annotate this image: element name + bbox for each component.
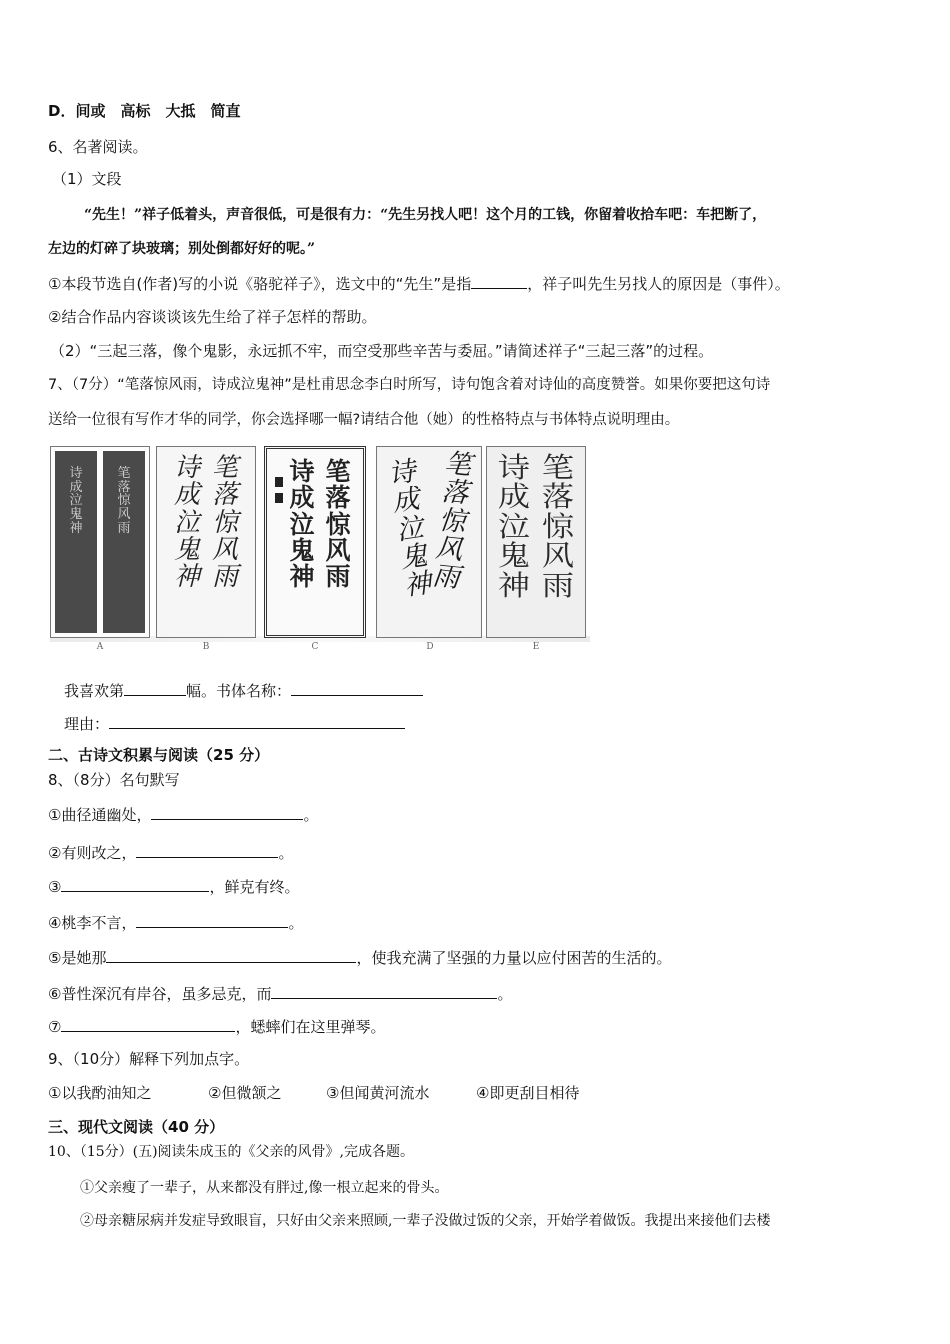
q8-item-text: ⑤是她那 bbox=[48, 949, 107, 967]
q7-answer-line bbox=[64, 680, 423, 701]
panel-d-right-text: 笔落惊风雨 bbox=[431, 447, 474, 595]
q8-item-text: 。 bbox=[288, 914, 304, 932]
q9-item: ②但微颔之 bbox=[208, 1084, 282, 1102]
q10-title: 10、（15分）(五)阅读朱成玉的《父亲的风骨》,完成各题。 bbox=[48, 1144, 415, 1160]
panel-e-right-text: 笔落惊风雨 bbox=[541, 451, 575, 602]
q8-item-text: ③ bbox=[48, 878, 62, 896]
q7-answer-text-a: 我喜欢第 bbox=[64, 682, 125, 700]
panel-b-label: B bbox=[202, 642, 210, 652]
q7-line1: 7、（7分）“笔落惊风雨，诗成泣鬼神”是杜甫思念李白时所写，诗句饱含着对诗仙的高度赞誉。如果你要把这句诗 bbox=[48, 377, 771, 393]
calligraphy-panel-b bbox=[156, 446, 256, 638]
q8-item-1 bbox=[48, 804, 318, 825]
q8-blank-4[interactable] bbox=[136, 912, 288, 928]
panel-c-label: C bbox=[311, 642, 319, 652]
option-d-label: D． bbox=[48, 102, 76, 120]
q8-item-7 bbox=[48, 1016, 385, 1037]
q8-item-text: ⑥普性深沉有岸谷，虽多忌克，而 bbox=[48, 985, 272, 1003]
panel-a-left-text: 诗成泣鬼神 bbox=[69, 466, 83, 536]
reason-blank[interactable] bbox=[109, 713, 405, 729]
q8-blank-5[interactable] bbox=[106, 947, 356, 963]
panel-choice-blank[interactable] bbox=[124, 680, 186, 696]
q10-paragraph-2: ②母亲糖尿病并发症导致眼盲，只好由父亲来照顾,一辈子没做过饭的父亲，开始学着做饭。我提出来接他们去楼 bbox=[80, 1213, 771, 1229]
q9-title: 9、（10分）解释下列加点字。 bbox=[48, 1050, 250, 1068]
q8-item-text: ⑦ bbox=[48, 1018, 62, 1036]
section2-title: 二、古诗文积累与阅读（25 分） bbox=[48, 746, 270, 764]
q7-line2: 送给一位很有写作才华的同学，你会选择哪一幅?请结合他（她）的性格特点与书体特点说明理由。 bbox=[48, 412, 680, 428]
q7-reason-label: 理由： bbox=[64, 715, 110, 733]
q8-title: 8、（8分）名句默写 bbox=[48, 771, 180, 789]
calligraphy-panel-e bbox=[486, 446, 586, 638]
q7-answer-text-b: 幅。书体名称： bbox=[186, 682, 292, 700]
panel-b-left-text: 诗成泣鬼神 bbox=[173, 453, 200, 593]
panel-e-label: E bbox=[532, 642, 540, 652]
q8-item-text: ，蟋蟀们在这里弹琴。 bbox=[235, 1018, 386, 1036]
panel-a-right-text: 笔落惊风雨 bbox=[117, 466, 131, 536]
q9-items bbox=[48, 1083, 579, 1103]
panel-b-right-text: 笔落惊风雨 bbox=[211, 453, 238, 593]
q8-item-6 bbox=[48, 983, 512, 1004]
q8-blank-6[interactable] bbox=[271, 983, 497, 999]
q10-paragraph-1: ①父亲瘦了一辈子，从来都没有胖过,像一根立起来的骨头。 bbox=[80, 1180, 449, 1196]
q6-part2: （2）“三起三落，像个鬼影，永远抓不牢，而空受那些辛苦与委屈。”请简述祥子“三起三落”的过程。 bbox=[50, 342, 714, 360]
panel-d-left-text: 诗成泣鬼神 bbox=[386, 455, 434, 603]
q7-reason-line bbox=[64, 713, 405, 734]
q8-item-text: 。 bbox=[278, 844, 294, 862]
calligraphy-panel-a bbox=[50, 446, 150, 638]
q8-item-3 bbox=[48, 876, 299, 897]
panel-c-left-text: 诗成泣鬼神 bbox=[289, 457, 315, 591]
option-d-words: 间或 高标 大抵 简直 bbox=[75, 102, 241, 120]
q6-passage-line1: “先生！”祥子低着头，声音很低，可是很有力：“先生另找人吧！这个月的工钱，你留着收拾车吧：车把断了， bbox=[84, 207, 767, 223]
calligraphy-panel-c bbox=[264, 446, 366, 638]
panel-c-right-text: 笔落惊风雨 bbox=[325, 457, 351, 591]
q9-item: ①以我酌油知之 bbox=[48, 1084, 152, 1102]
q8-blank-2[interactable] bbox=[136, 842, 278, 858]
panel-d-label: D bbox=[426, 642, 434, 652]
q8-item-4 bbox=[48, 912, 303, 933]
q9-item: ④即更刮目相待 bbox=[476, 1084, 580, 1102]
q8-blank-7[interactable] bbox=[61, 1016, 235, 1032]
q8-item-text: ，使我充满了坚强的力量以应付困苦的生活的。 bbox=[356, 949, 672, 967]
calligraphy-gallery bbox=[50, 442, 590, 660]
q8-item-text: ①曲径通幽处， bbox=[48, 806, 152, 824]
q6-question1-blank[interactable] bbox=[471, 273, 527, 289]
q6-passage-line2: 左边的灯碎了块玻璃；别处倒都好好的呢。” bbox=[48, 241, 316, 257]
q6-part1-title: （1）文段 bbox=[52, 170, 122, 188]
seal-mark bbox=[275, 493, 283, 503]
q6-question1 bbox=[48, 273, 790, 294]
q6-question2: ②结合作品内容谈谈该先生给了祥子怎样的帮助。 bbox=[48, 308, 377, 326]
q8-item-2 bbox=[48, 842, 293, 863]
calligraphy-panel-d bbox=[376, 446, 482, 638]
seal-mark bbox=[275, 477, 283, 487]
q6-question1-text-a: ①本段节选自(作者)写的小说《骆驼祥子》，选文中的“先生”是指 bbox=[48, 275, 472, 293]
q8-blank-3[interactable] bbox=[61, 876, 209, 892]
q8-item-text: 。 bbox=[497, 985, 513, 1003]
option-d bbox=[48, 101, 240, 121]
panel-a-label: A bbox=[96, 642, 104, 652]
panel-e-left-text: 诗成泣鬼神 bbox=[497, 451, 531, 602]
q8-item-text: ，鲜克有终。 bbox=[209, 878, 300, 896]
script-name-blank[interactable] bbox=[291, 680, 423, 696]
q6-title: 6、名著阅读。 bbox=[48, 138, 148, 156]
q8-item-5 bbox=[48, 947, 671, 968]
section3-title: 三、现代文阅读（40 分） bbox=[48, 1118, 225, 1136]
q8-item-text: ④桃李不言， bbox=[48, 914, 137, 932]
q6-question1-text-b: ，祥子叫先生另找人的原因是（事件）。 bbox=[527, 275, 790, 293]
q8-item-text: 。 bbox=[303, 806, 319, 824]
q9-item: ③但闻黄河流水 bbox=[326, 1084, 430, 1102]
q8-item-text: ②有则改之， bbox=[48, 844, 137, 862]
q8-blank-1[interactable] bbox=[151, 804, 303, 820]
